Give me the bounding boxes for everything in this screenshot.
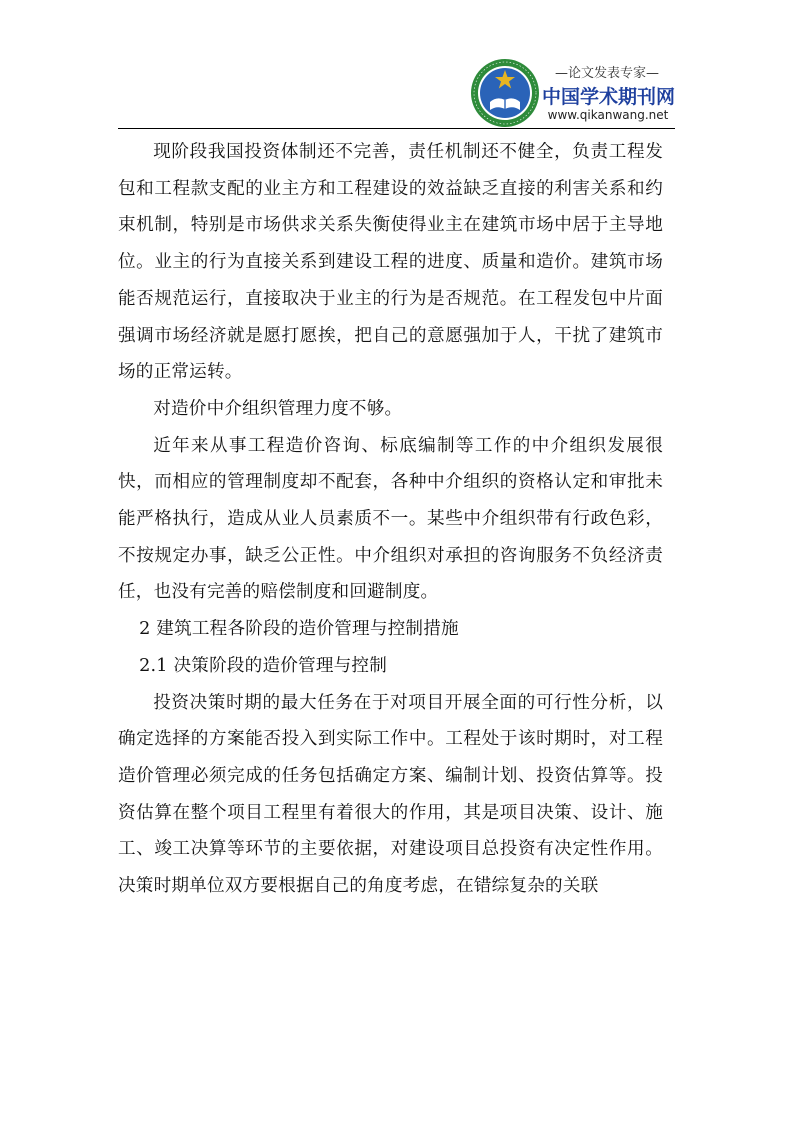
document-body [118,134,663,905]
journal-seal-emblem [470,58,540,128]
paragraph-intermediary-management: 对造价中介组织管理力度不够。 [153,398,403,419]
paragraph-investment-system: 现阶段我国投资体制还不完善，责任机制还不健全，负责工程发包和工程款支配的业主方和工程建设的效益缺乏直接的利害关系和约束机制，特别是市场供求关系失衡使得业主在建筑市场中居于主导地位。业主的行为直接关系到建设工程的进度、质量和造价。建筑市场能否规范运行，直接取决于业主的行为是否规范。在工程发包中片面强调市场经济就是愿打愿挨，把自己的意愿强加于人，干扰了建筑市场的正常运转。 [118,142,663,383]
paragraph-decision-stage: 投资决策时期的最大任务在于对项目开展全面的可行性分析，以确定选择的方案能否投入到实际工作中。工程处于该时期时，对工程造价管理必须完成的任务包括确定方案、编制计划、投资估算等。投资估算在整个项目工程里有着很大的作用，其是项目决策、设计、施工、竣工决算等环节的主要依据，对建设项目总投资有决定性作用。决策时期单位双方要根据自己的角度考虑，在错综复杂的关联 [118,692,663,897]
logo-tagline: —论文发表专家— [554,66,659,81]
logo-website-url: www.qikanwang.net [547,108,669,122]
paragraph-intermediary-development: 近年来从事工程造价咨询、标底编制等工作的中介组织发展很快，而相应的管理制度却不配套，各种中介组织的资格认定和审批未能严格执行，造成从业人员素质不一。某些中介组织带有行政色彩，不按规定办事，缺乏公正性。中介组织对承担的咨询服务不负经济责任，也没有完善的赔偿制度和回避制度。 [118,435,663,603]
section-heading-2: 2 建筑工程各阶段的造价管理与控制措施 [139,619,459,640]
journal-logo [470,52,675,130]
page-header [0,0,794,130]
subsection-heading-2-1: 2.1 决策阶段的造价管理与控制 [139,655,388,676]
header-divider [118,128,675,129]
logo-brand-name: 中国学术期刊网 [542,86,676,108]
